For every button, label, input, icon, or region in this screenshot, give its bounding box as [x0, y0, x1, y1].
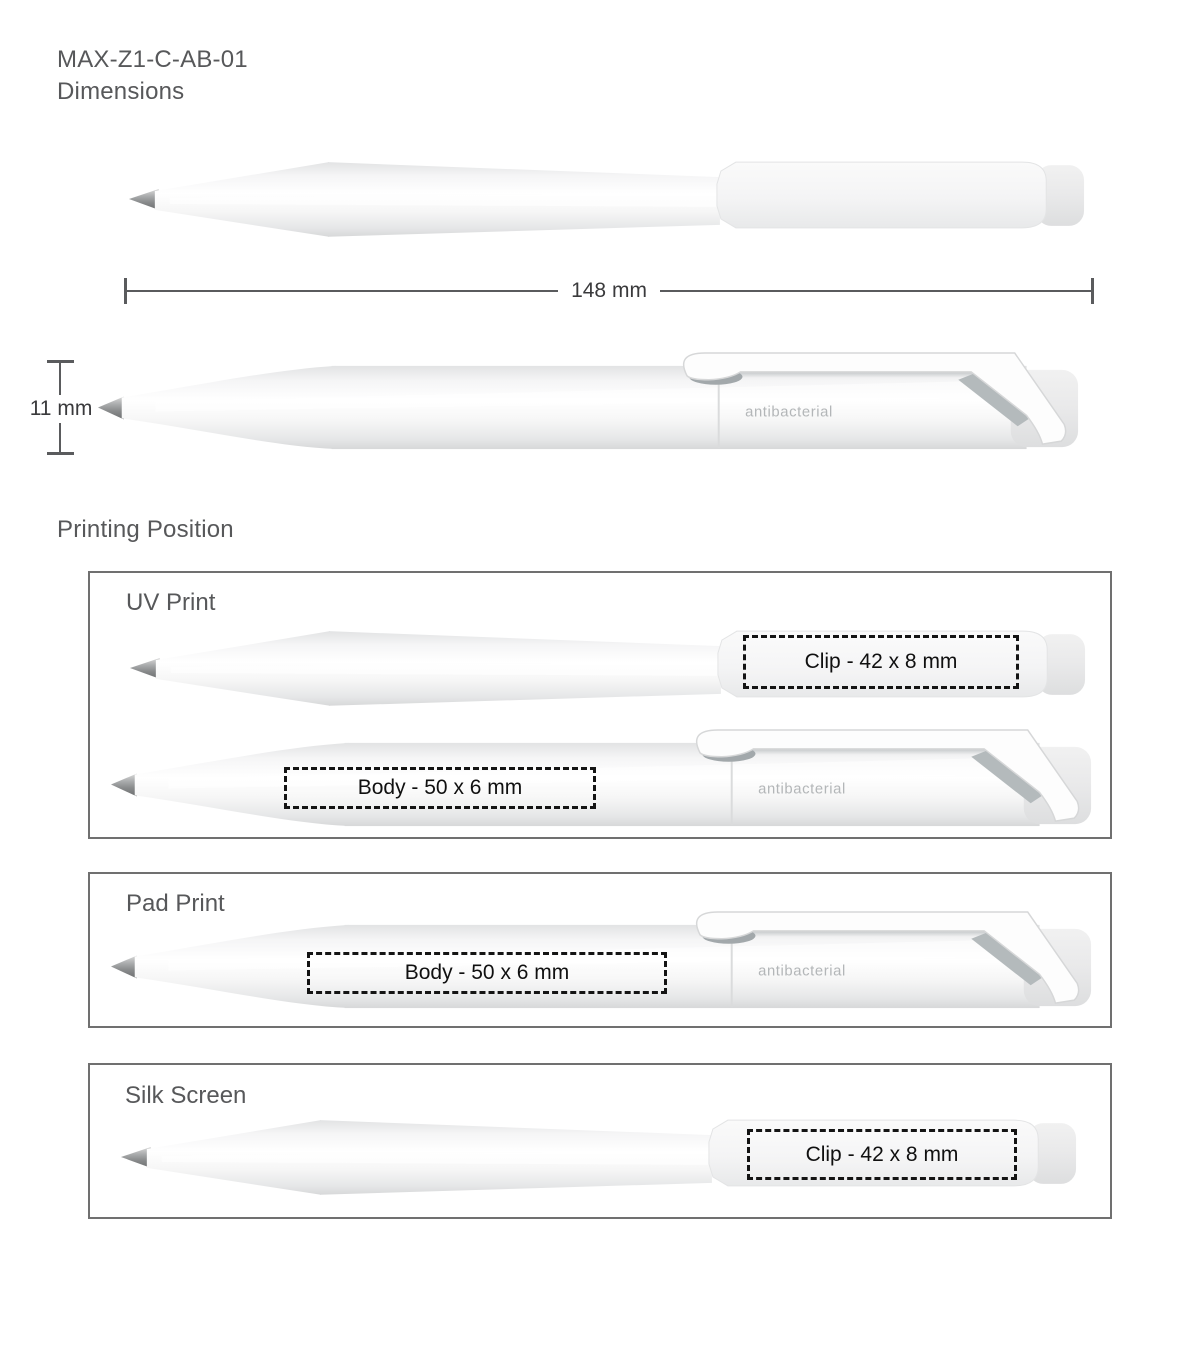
length-dimension-label: 148 mm [571, 278, 647, 302]
print-method-box-uv [88, 571, 1112, 839]
print-area-clip: Clip - 42 x 8 mm [743, 635, 1019, 689]
pen-side-view-illustration [109, 723, 1099, 842]
print-method-box-silk [88, 1063, 1112, 1219]
dimension-tick-right [1091, 278, 1094, 304]
print-method-title-pad: Pad Print [126, 890, 225, 917]
print-area-body: Body - 50 x 6 mm [284, 767, 596, 809]
print-method-title-uv: UV Print [126, 589, 216, 616]
print-area-clip: Clip - 42 x 8 mm [747, 1129, 1017, 1180]
pen-top-view-illustration [125, 148, 1090, 243]
length-dimension [124, 277, 1094, 304]
print-method-title-silk: Silk Screen [125, 1082, 247, 1109]
height-dimension-label: 11 mm [26, 395, 96, 423]
product-code: MAX-Z1-C-AB-01 [57, 46, 248, 73]
dimension-tick-bottom [47, 452, 74, 455]
print-area-body: Body - 50 x 6 mm [307, 952, 667, 994]
pen-side-view-illustration [96, 346, 1086, 465]
dimension-line-left [127, 290, 558, 292]
print-method-box-pad [88, 872, 1112, 1028]
dimensions-section-label: Dimensions [57, 78, 185, 105]
dimension-line-right [660, 290, 1091, 292]
printing-position-heading: Printing Position [57, 516, 234, 543]
